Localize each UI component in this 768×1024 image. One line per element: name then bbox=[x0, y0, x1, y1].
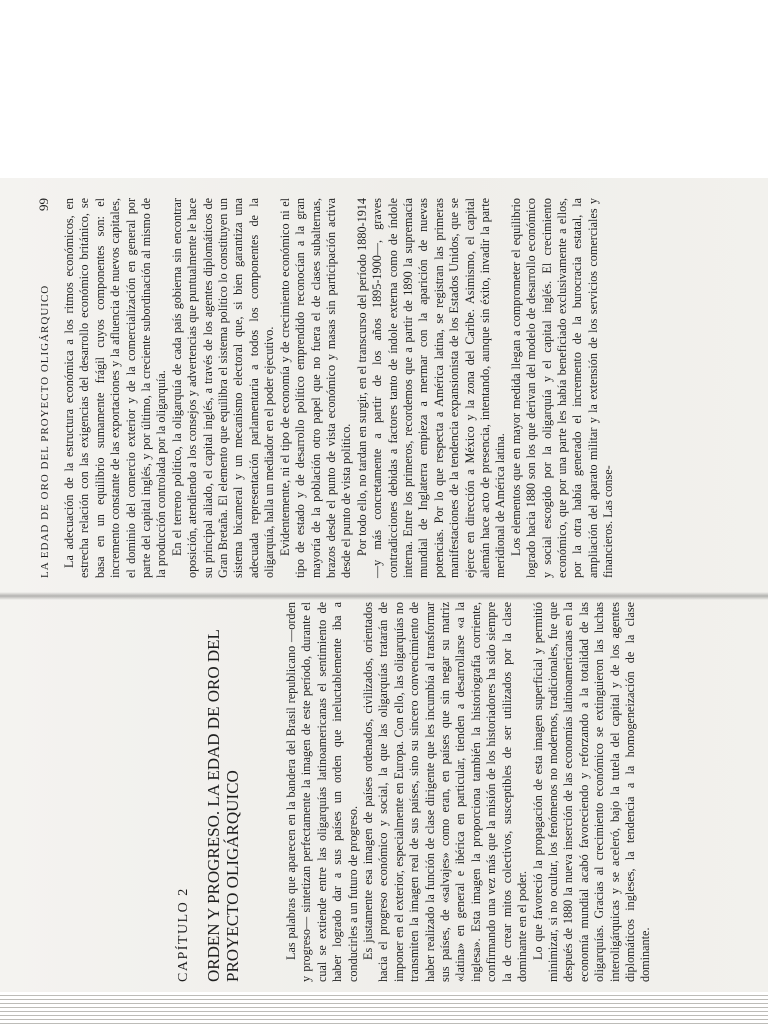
paragraph: La adecuación de la estructura económica a los ritmos económicos, en estrecha relación con las exigencias del desarrollo económico británico, se basa en un equilibrio sumamente frágil cuyos componentes son: el incremento constante de las exportaciones y la afluencia de nuevos capitales, el dominio del comercio exterior y de la comercialización en general por parte del capital inglés, y por último, la creciente subordinación al mismo de la producción controlada por la oligarquía. bbox=[62, 198, 169, 578]
chapter-opening-page bbox=[176, 602, 768, 982]
paragraph: Lo que favoreció la propagación de esta imagen superficial y permitió minimizar, si no ocultar, los fenómenos no modernos, tradicionales, fue que después de 1880 la nueva inserción de las economías latinoamericanas en la economía mundial acabó favoreciendo y reforzando a la totalidad de las oligarquías. Gracias al crecimiento económico se extinguieron las luchas interoligárquicas y se aceleró, bajo la tutela del capital y de los agentes diplomáticos ingleses, la tendencia a la homogeneización de la clase dominante. bbox=[530, 602, 653, 982]
chapter-label: CAPÍTULO 2 bbox=[176, 887, 191, 982]
blank-margin bbox=[0, 0, 768, 178]
page-edges bbox=[0, 992, 768, 1024]
paragraph: Las palabras que aparecen en la bandera del Brasil republicano —orden y progreso— sintetizan perfectamente la imagen de este período, durante el cual se extiende entre las oligarquías latinoamericanas el sentimiento de haber logrado dar a sus países un orden que ineluctablemente iba a conducirles a un futuro de progreso. bbox=[284, 602, 360, 982]
paragraph: En el terreno político, la oligarquía de cada país gobierna sin encontrar oposición, atendiendo a los consejos y advertencias que puntualmente le hace su principal aliado, el capital inglés, a través de los agentes diplomáticos de Gran Bretaña. El elemento que equilibra el sistema político lo constituyen un sistema bicameral y un mecanismo electoral que, si bien garantiza una adecuada representación parlamentaria a todos los componentes de la oligarquía, halla un mediador en el poder ejecutivo. bbox=[169, 198, 277, 578]
page-99 bbox=[36, 198, 766, 578]
paragraph: Los elementos que en mayor medida llegan a comprometer el equilibrio logrado hacia 1880 son los que derivan del modelo de desarrollo económico y social escogido por la oligarquía y el capital inglés. El crecimiento económico, que por una parte les había beneficiado exclusivamente a ellos, por la otra había generado el incremento de la burocracia estatal, la ampliación del aparato militar y la extensión de los servicios comerciales y financieros. Las conse- bbox=[508, 198, 616, 578]
chapter-title: ORDEN Y PROGRESO. LA EDAD DE ORO DEL PROYECTO OLIGÁRQUICO bbox=[204, 629, 242, 982]
paragraph: Es justamente esa imagen de países ordenados, civilizados, orientados hacia el progreso económico y social, la que las oligarquías tratarán de imponer en el exterior, especialmente en Europa. Con ello, las oligarquías no transmiten la imagen real de sus países, sino su sincero convencimiento de haber realizado la función de clase dirigente que les incumbía al transformar sus países, de «salvajes» como eran, en países que sin negar su matriz «latina» en general e ibérica en particular, tienden a desarrollarse «a la inglesa». Esta imagen la proporciona también la historiografía corriente, confirmando una vez más que la misión de los historiadores ha sido siempre la de crear mitos colectivos, susceptibles de ser utilizados por la clase dominante en el poder. bbox=[361, 602, 530, 982]
running-header-title: LA EDAD DE ORO DEL PROYECTO OLIGÁRQUICO bbox=[39, 284, 51, 578]
book-gutter bbox=[0, 592, 768, 600]
page-99-body bbox=[62, 198, 617, 578]
paragraph: Evidentemente, ni el tipo de economía y de crecimiento económico ni el tipo de estado y de desarrollo político emprendido reconocían a la gran mayoría de la población otro papel que no fuera el de clases subalternas, brazos desde el punto de vista económico y masas sin participación activa desde el punto de vista político. bbox=[277, 198, 354, 578]
paragraph: Por todo ello, no tardan en surgir, en el transcurso del período 1880-1914 —y más concretamente a partir de los años 1895-1900—, graves contradicciones debidas a factores tanto de índole externa como de índole interna. Entre los primeros, recordemos que a partir de 1890 la supremacía mundial de Inglaterra empieza a mermar con la aparición de nuevas potencias. Por lo que respecta a América latina, se registran las primeras manifestaciones de la tendencia expansionista de los Estados Unidos, que se ejerce en dirección a México y la zona del Caribe. Asimismo, el capital alemán hace acto de presencia, intentando, aunque sin éxito, invadir la parte meridional de América latina. bbox=[354, 198, 508, 578]
page-number: 99 bbox=[36, 198, 51, 211]
running-header bbox=[36, 198, 52, 578]
chapter-body bbox=[284, 602, 654, 982]
